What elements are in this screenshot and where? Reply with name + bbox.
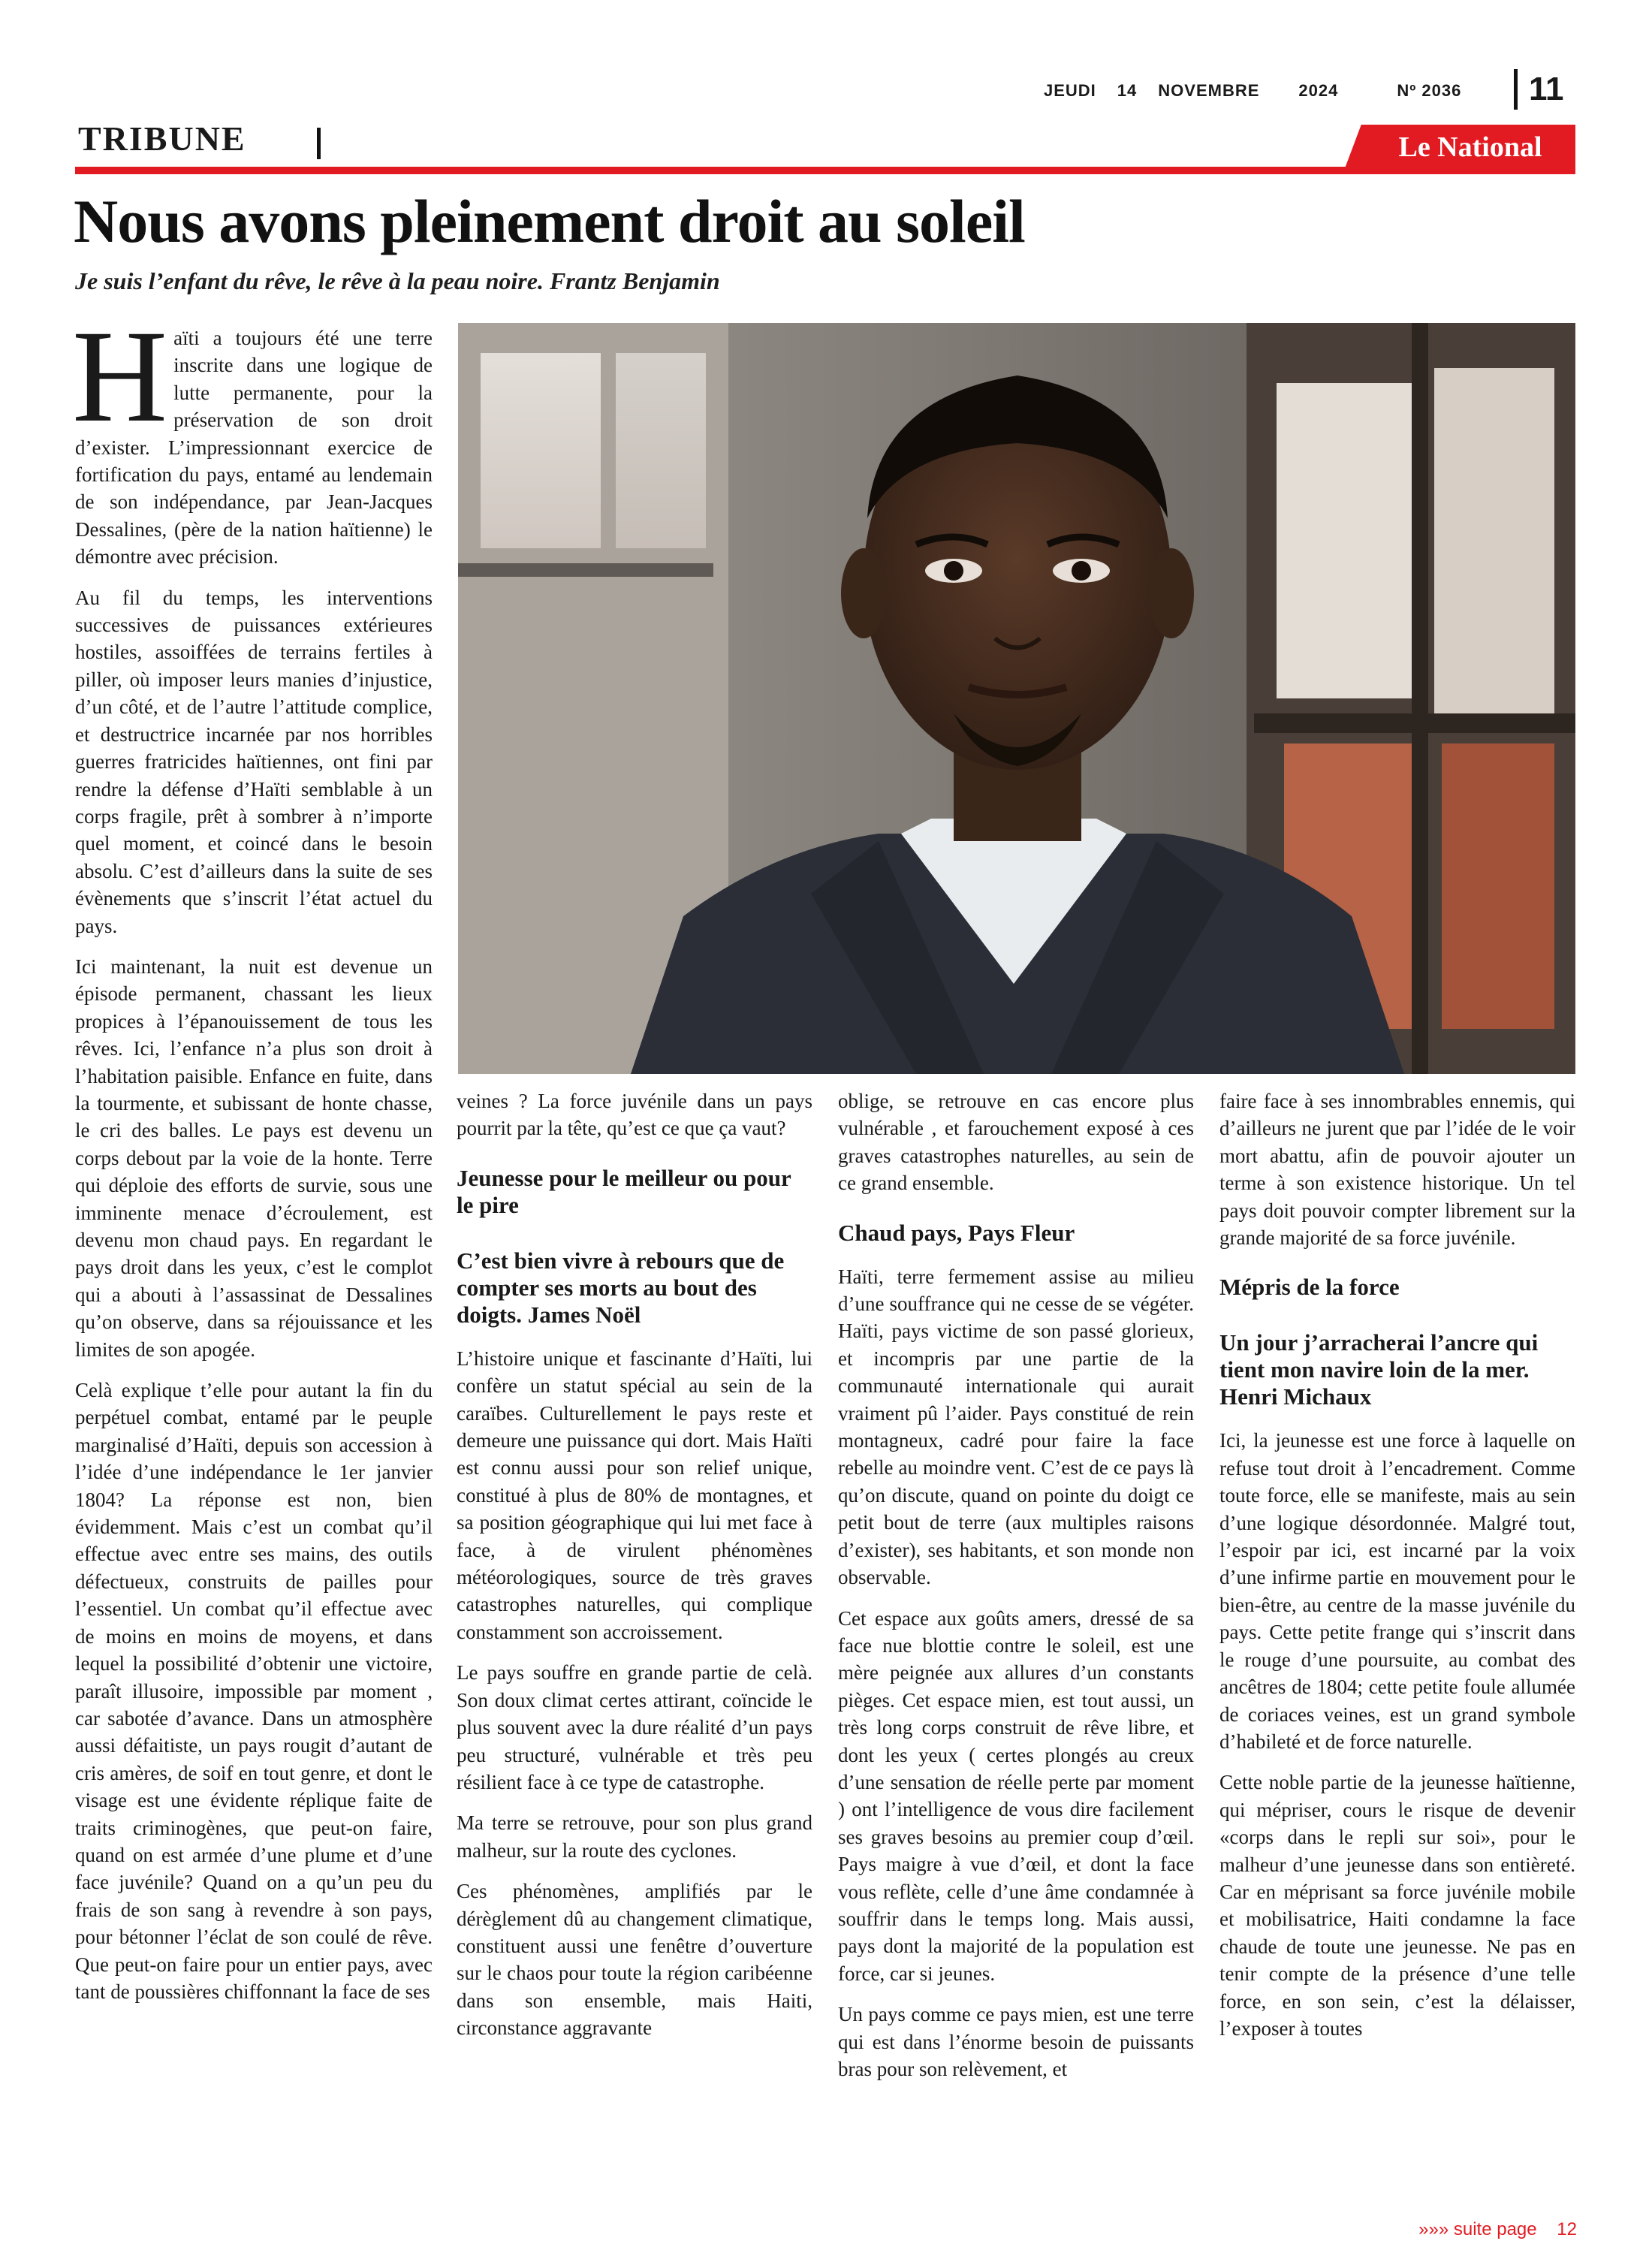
subheading: Chaud pays, Pays Fleur [838, 1219, 1075, 1246]
newspaper-name: Le National [1398, 131, 1542, 163]
continued-page-number: 12 [1557, 2219, 1577, 2239]
paragraph: Cet espace aux goûts amers, dressé de sa face nue blottie contre le soleil, est une mère peignée aux allures d’un constants pièges. Cet espace mien, est tout aussi, un très long corps construit de rêve libre, et dont les yeux ( certes plongés au creux d’une sensation de réelle perte par moment ) ont l’intelligence de vous dire facilement ses graves besoins au premier coup d’œil. Pays maigre à vue d’œil, et dont la face vous reflète, celle d’une âme condamnée à souffrir dans le temps long. Mais aussi, pays dont la majorité de la population est force, car si jeunes. [838, 1606, 1194, 1985]
paragraph: L’histoire unique et fascinante d’Haïti, lui confère un statut spécial au sein de la caraïbes. Culturellement le pays reste et demeure une puissance qui dort. Mais Haïti est connu aussi pour son relief unique, constitué à plus de 80% de montagnes, et sa position géographique qui lui met face à face, à de virulent phénomènes météorologiques, source de très graves catastrophes naturelles, qui complique constamment son accroissement. [457, 1347, 812, 1643]
paragraph: Ma terre se retrouve, pour son plus grand malheur, sur la route des cyclones. [457, 1811, 812, 1862]
drop-cap: H [72, 303, 168, 450]
issue-day: JEUDI [1044, 81, 1096, 100]
page-number: 11 [1529, 71, 1564, 107]
issue-year: 2024 [1298, 81, 1339, 100]
section-separator [317, 128, 321, 159]
continued-label: »»» suite page [1418, 2219, 1537, 2239]
continued-on-page[interactable] [1382, 2219, 1577, 2240]
issue-date-line [1044, 81, 1479, 101]
subheading-quote: C’est bien vivre à rebours que de compter ses morts au bout des doigts. James Noël [457, 1247, 785, 1328]
article-column-1 [72, 303, 433, 2019]
issue-month: NOVEMBRE [1158, 81, 1260, 100]
paragraph: Au fil du temps, les interventions successives de puissances extérieures hostiles, assoiffées de terrains fertiles à piller, où imposer leurs manies d’injustice, d’un côté, et de l’autre l’attitude complice, et destructrice incarnée par nos horribles guerres fratricides haïtiennes, ont fini par rendre la défense d’Haïti semblable à un corps fragile, prêt à sombrer à n’importe quel moment, et coincé dans le besoin absolu. C’est d’ailleurs dans la suite de ses évènements que s’inscrit l’état actuel du pays. [75, 586, 433, 937]
paragraph: Un pays comme ce pays mien, est une terre qui est dans l’énorme besoin de puissants bras pour son relèvement, et [838, 2003, 1194, 2080]
subheading: Jeunesse pour le meilleur ou pour le pire [457, 1164, 791, 1218]
paragraph: veines ? La force juvénile dans un pays pourrit par la tête, qu’est ce que ça vaut? [457, 1090, 812, 1140]
paragraph: Ici maintenant, la nuit est devenue un épisode permanent, chassant les lieux propices à l’épanouissement de tous les rêves. Ici, l’enfance n’a plus son droit à l’habitation paisible. Enfance en fuite, dans la tourmente, et subissant de honte chasse, le cri des balles. Le pays est devenu un corps debout par la voie de la honte. Terre qui déploie des efforts de survie, sous une imminente menace d’écroulement, est devenu mon chaud pays. En regardant le pays droit dans les yeux, c’est le complot qui a abouti à l’assassinat de Dessalines qu’on observe, dans sa réjouissance et les limites de son apogée. [75, 955, 433, 1361]
page-number-separator [1514, 69, 1518, 110]
issue-date: 14 [1117, 81, 1138, 100]
subheading-quote: Un jour j’arracherai l’ancre qui tient mon navire loin de la mer. Henri Michaux [1219, 1329, 1539, 1410]
paragraph: faire face à ses innombrables ennemis, qui d’ailleurs ne jurent que par l’idée de le voir mort abattu, afin de pouvoir ajouter un terme à son existence historique. Un tel pays doit pouvoir compter librement sur la grande majorité de sa force juvénile. [1219, 1090, 1575, 1250]
paragraph [72, 303, 433, 571]
paragraph-text: aïti a toujours été une terre inscrite dans une logique de lutte permanente, pour la préservation de son droit d’exister. L’impressionnant exercice de fortification du pays, entamé au lendemain de son indépendance, par Jean-Jacques Dessalines, (père de la nation haïtienne) le démontre avec précision. [75, 327, 433, 569]
article-column-3 [838, 1087, 1194, 2096]
portrait-photo [458, 323, 1575, 1074]
article-headline: Nous avons pleinement droit au soleil [74, 187, 1025, 255]
issue-number: Nº 2036 [1397, 81, 1462, 100]
article-column-2 [457, 1087, 812, 2055]
portrait-photo-illustration [458, 323, 1575, 1074]
paragraph: Ici, la jeunesse est une force à laquelle on refuse tout droit à l’encadrement. Comme toute force, elle se manifeste, mais au sein d’une logique désordonnée. Malgré tout, l’espoir par ici, est incarné par la voix d’une infirme partie en mouvement pour le bien-être, au centre de la masse juvénile du pays. Cette petite frange qui s’inscrit dans le rouge d’une poursuite, au combat des ancêtres de 1804; cette petite foule allumée de coriaces veines, est un grand symbole d’habileté et de force naturelle. [1219, 1429, 1575, 1753]
paragraph: Cette noble partie de la jeunesse haïtienne, qui mépriser, cours le risque de devenir «corps dans le repli sur soi», pour le malheur d’une jeunesse dans son entièreté. Car en méprisant sa force juvénile mobile et mobilisatrice, Haiti condamne la face chaude de toute une jeunesse. Ne pas en tenir compte de la présence d’une telle force, en son sein, c’est la délaisser, l’exposer à toutes [1219, 1771, 1575, 2040]
paragraph: Haïti, terre fermement assise au milieu d’une souffrance qui ne cesse de se végéter. Haïti, pays victime de son passé glorieux, et incompris par une partie de la communauté internationale qui aurait vraiment pû l’aider. Pays constitué de rein montagneux, cadré pour faire la face rebelle au moindre vent. C’est de ce pays là qu’on discute, quand on pointe du doigt ce petit bout de terre (aux multiples raisons d’exister), ses habitants, et son monde non observable. [838, 1265, 1194, 1589]
article-epigraph: Je suis l’enfant du rêve, le rêve à la peau noire. Frantz Benjamin [75, 267, 720, 294]
section-label: TRIBUNE [78, 119, 246, 158]
article-column-4 [1219, 1087, 1575, 2055]
paragraph: Le pays souffre en grande partie de celà. Son doux climat certes attirant, coïncide le plus souvent avec la dure réalité d’un pays peu structuré, vulnérable et très peu résilient face à ce type de catastrophe. [457, 1661, 812, 1793]
subheading: Mépris de la force [1219, 1274, 1400, 1301]
paragraph: oblige, se retrouve en cas encore plus vulnérable , et farouchement exposé à ces graves catastrophes naturelles, au sein de ce grand ensemble. [838, 1090, 1194, 1195]
paragraph: Celà explique t’elle pour autant la fin du perpétuel combat, entamé par le peuple marginalisé d’Haïti, depuis son accession à l’idée d’une indépendance le 1er janvier 1804? La réponse est non, bien évidemment. Mais c’est un combat qu’il effectue avec entre ses mains, des outils défectueux, construits de pailles pour l’essentiel. Un combat qu’il effectue avec de moins en moins de moyens, et dans lequel la possibilité d’obtenir une victoire, paraît illusoire, impossible par moment , car sabotée d’avance. Dans un atmosphère aussi défaitiste, un pays rougit d’autant de cris amères, de soif en tout genre, et dont le visage est une évidente réplique faite de traits criminogènes, que peut-on faire, quand on est armée d’une plume et d’une face juvénile? Quand on a qu’un peu du frais de son sang à revendre à son pays, pour bétonner l’éclat de son coulé de rêve. Que peut-on faire pour un entier pays, avec tant de poussières chiffonnant la face de ses [75, 1379, 433, 2003]
paragraph: Ces phénomènes, amplifiés par le dérèglement dû au changement climatique, constituent aussi une fenêtre d’ouverture sur le chaos pour toute la région caribéenne dans son ensemble, mais Haiti, circonstance aggravante [457, 1880, 812, 2040]
